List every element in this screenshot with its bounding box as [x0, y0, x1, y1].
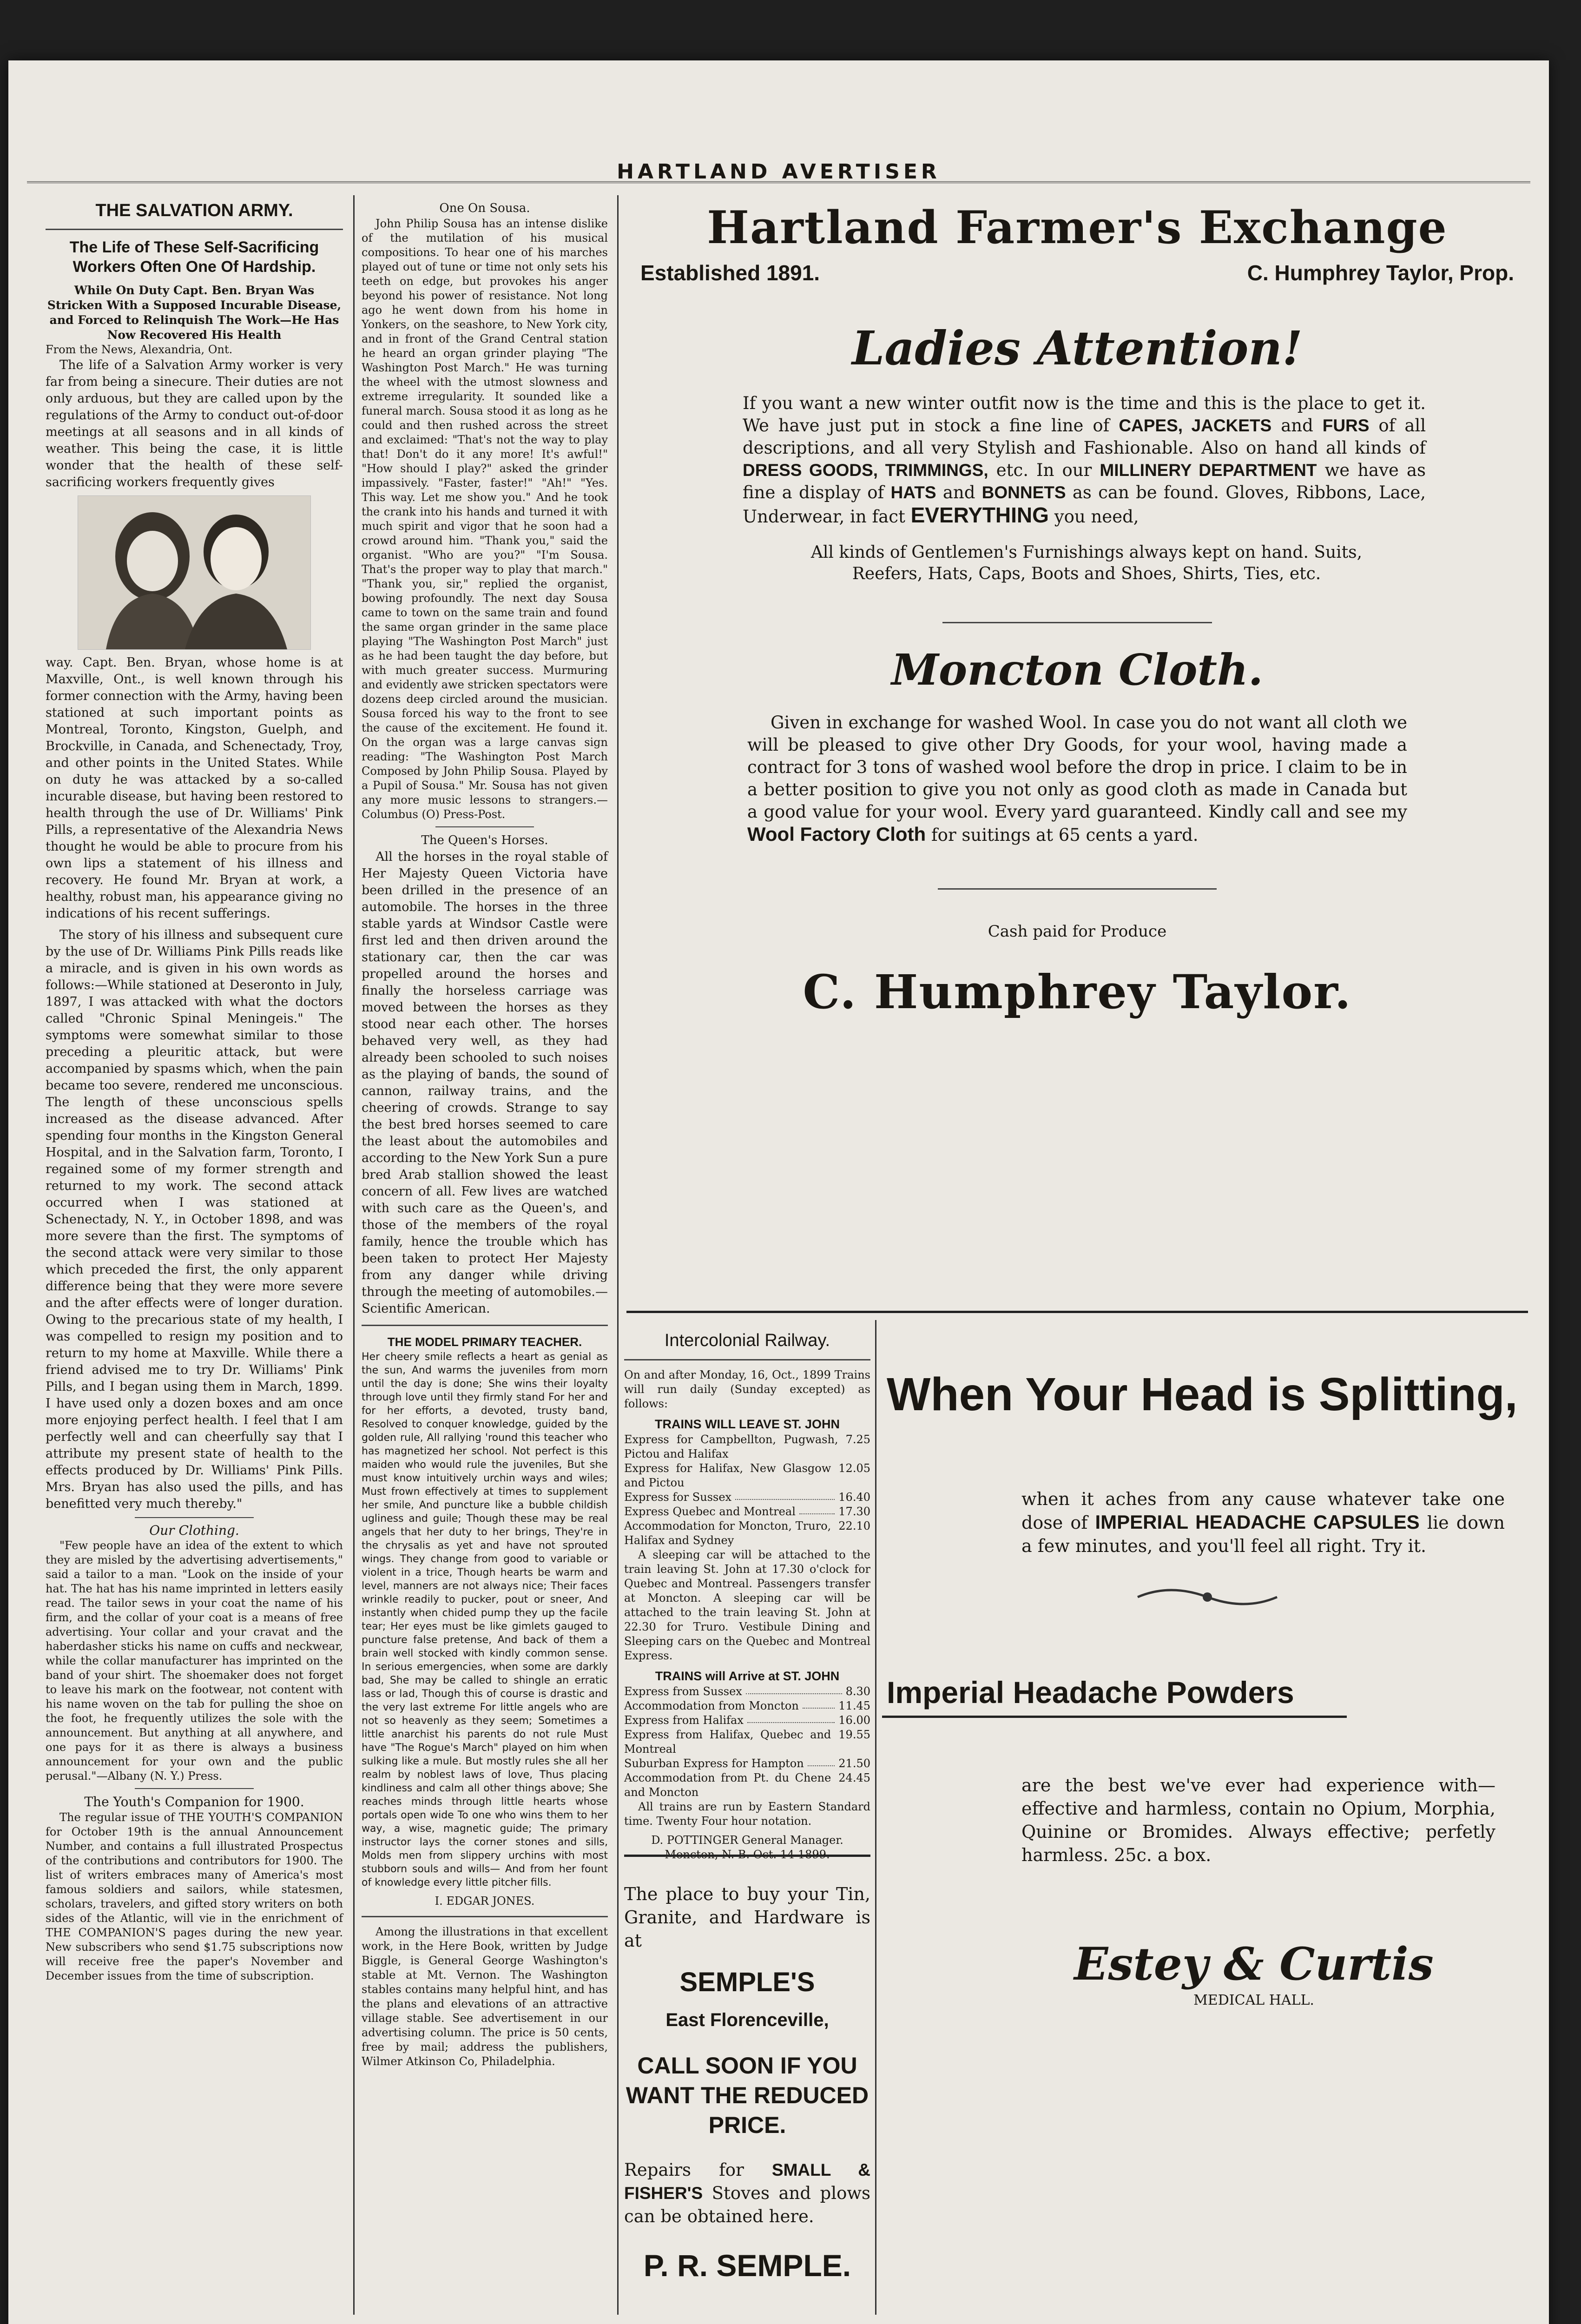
column-rule-1 — [353, 195, 355, 2315]
semple-signature: P. R. SEMPLE. — [643, 2248, 851, 2283]
ladies-attention-text: If you want a new winter outfit now is the time and this is the place to get it. We have just put in stock a fine line of CAPES, JACKETS and FURS of all descriptions, and all very Stylish and Fashionable. Also on hand all kinds of DRESS GOODS, TRIMMINGS, etc. In our MILLINERY DEPARTMENT we have as fine a display of HATS and BONNETS as can be found. Gloves, Ribbons, Lace, Underwear, in fact EVERYTHING you need, — [743, 393, 1426, 527]
queens-horses-title: The Queen's Horses. — [421, 833, 548, 847]
timetable-row — [624, 1490, 870, 1505]
timetable-station: Suburban Express for Hampton — [624, 1757, 804, 1770]
ladies-attention-title: Ladies Attention! — [852, 321, 1303, 376]
masthead-rule — [27, 160, 1530, 184]
timetable-station: Express from Sussex — [624, 1685, 742, 1698]
seller-name: Estey & Curtis — [1074, 1938, 1434, 1990]
railway-title: Intercolonial Railway. — [664, 1331, 830, 1350]
teacher-author: I. EDGAR JONES. — [435, 1895, 535, 1908]
timetable-station: Express for Halifax, New Glasgow and Pictou — [624, 1462, 831, 1489]
railway-place: Moncton, N. B. Oct. 14 1899. — [665, 1848, 830, 1861]
timetable-time: 16.00 — [838, 1714, 870, 1727]
salvation-army-para-3: The story of his illness and subsequent cure by the use of Dr. Williams Pink Pills reads like a miracle, and is given in his own words as follows:—While stationed at Deseronto in July, 1897, I was attacked with what the doctors called "Chronic Spinal Meningeis." The symptoms were somewhat similar to those preceding a pleuritic attack, but were accompanied by spasms which, when the pain became too severe, rendered me unconscious. The length of these unconscious spells increased as the disease advanced. After spending four months in the Kingston General Hospital, and in the Salvation farm, Toronto, I regained some of my former strength and returned to my work. The second attack occurred when I was stationed at Schenectady, N. Y., in October 1898, and was more severe than the first. The symptoms of the second attack were very similar to those which preceded the first, the only apparent difference being that they were more severe and the after effects were of longer duration. Owing to the precarious state of my health, I was compelled to resign my position and to return to my home at Maxville. While there a friend advised me to try Dr. Williams' Pink Pills, and I began using them in March, 1899. I have used only a dozen boxes and am once more enjoying perfect health. I feel that I am perfectly well and can cheerfully say that I attribute my present state of health to the effects produced by Dr. Williams' Pink Pills. Mrs. Bryan has also used the pills, and has benefitted very much thereby." — [46, 928, 343, 1511]
horizontal-rule — [626, 1311, 1528, 1313]
railway-manager: D. POTTINGER General Manager. — [651, 1834, 843, 1847]
headache-title: When Your Head is Splitting, — [887, 1368, 1518, 1420]
timetable-station: Express from Halifax — [624, 1714, 744, 1727]
powders-text: are the best we've ever had experience with—effective and harmless, contain no Opium, Morphia, Quinine or Bromides. Always effective; perfetly harmless. 25c. a box. — [1021, 1775, 1495, 1865]
headache-text: when it aches from any cause whatever take one dose of IMPERIAL HEADACHE CAPSULES lie down a few minutes, and you'll feel all right. Try it. — [1021, 1489, 1505, 1556]
bryan-portrait-image — [78, 495, 311, 650]
timetable-station: Express Quebec and Montreal — [624, 1505, 796, 1518]
railway-ad — [624, 1329, 870, 1861]
timetable-time: 19.55 — [838, 1728, 870, 1741]
timetable-row — [624, 1728, 870, 1756]
timetable-station: Express for Campbellton, Pugwash, Pictou and Halifax — [624, 1433, 838, 1460]
timetable-station: Accommodation for Moncton, Truro, Halifax and Sydney — [624, 1519, 831, 1547]
salvation-army-source: From the News, Alexandria, Ont. — [46, 343, 233, 356]
semple-intro: The place to buy your Tin, Granite, and Hardware is at — [624, 1884, 870, 1951]
ornament-flourish — [1133, 1585, 1282, 1609]
exchange-title: Hartland Farmer's Exchange — [707, 201, 1448, 254]
timetable-row — [624, 1699, 870, 1713]
sousa-text: John Philip Sousa has an intense dislike of the mutilation of his musical compositions. To hear one of his marches played out of tune or time not only sets his teeth on edge, but provokes his anger beyond his power of resistance. Not long ago he went down from his home in Yonkers, on the seashore, to New York city, and in front of the Grand Central station he heard an organ grinder playing "The Washington Post March." He was turning the wheel with the utmost slowness and extreme irregularity. It sounded like a funeral march. Sousa stood it as long as he could and then rushed across the street and exclaimed: "That's not the way to play that! Don't do it any more! It's awful!" "How should I play?" asked the grinder impassively. "Faster, faster!" "Ah!" "Yes. This way. Let me show you." And he took the crank into his hands and turned it with much spirit and vigor that he soon had a crowd around him. "Thank you," said the organist. "Who are you?" "I'm Sousa. That's the proper way to play that march." "Thank you, sir," replied the organist, bowing profoundly. The next day Sousa came to town on the same train and found the same organ grinder in the same place playing "The Washington Post March" just as he had been taught the day before, but with much greater success. Murmuring and evidently awe stricken spectators were dozens deep circled around the musician. Sousa forced his way to the front to see the cause of the excitement. He found it. On the organ was a large canvas sign reading: "The Washington Post March Composed by John Philip Sousa. Played by a Pupil of Sousa." Mr. Sousa has not given any more music lessons to strangers.—Columbus (O) Press-Post. — [362, 217, 608, 821]
sleeper-text: A sleeping car will be attached to the train leaving St. John at 17.30 o'clock for Quebec and Montreal. Passengers transfer at Moncton. A sleeping car will be attached to the train leaving St. John at 22.30 for Truro. Vestibule Dining and Sleeping cars on the Quebec and Montreal Express. — [624, 1548, 870, 1662]
teacher-poem: Her cheery smile reflects a heart as genial as the sun, And warms the juveniles from morn until the day is done; She wins their loyalty through love until they firmly stand For her and for her efforts, a devoted, trusty band, Resolved to conquer knowledge, guided by the golden rule, All rallying 'round this teacher who has magnetized her school. Not perfect is this maiden who would rule the juveniles, But she must know intuitively urchin ways and wiles; Must frown effectively at times to supplement her smile, And puncture like a bubble childish ugliness and guile; Though these may be real angels that her duty to her brings, They're in the chrysalis as yet and have not sprouted wings. They change from good to variable or violent in a trice, Though hearts be warm and level, manners are not always nice; Their faces wrinkle readily to pucker, pout or sneer, And instantly when chided pump they up the facile tear; Her eyes must be like gimlets gauged to puncture false pretense, And back of them a brain well stocked with kindly common sense. In serious emergencies, when some are darkly bad, She may be called to shingle an erratic lass or lad, Though this of course is drastic and the very last extreme For little angels who are not so heavenly as they seem; Sometimes a little anarchist his parents do not rule Must have "The Rogue's March" played on him when sulking like a mule. But mostly rules she all her realm by noblest laws of love, Thus placing kindliness and calm all other things above; She reaches minds through little hearts whose portals open wide To one who wins them to her way, a wise, magnetic guide; The primary instructor lays the corner stones and sills, Molds men from slippery urchins with most stubborn souls and wills— And from her fount of knowledge every little pitcher fills. — [362, 1351, 608, 1888]
exchange-proprietor: C. Humphrey Taylor, Prop. — [1247, 261, 1514, 285]
column-rule-2 — [617, 195, 619, 2315]
moncton-cloth-title: Moncton Cloth. — [891, 645, 1263, 695]
timetable-time: 7.25 — [845, 1433, 870, 1446]
timetable-row — [624, 1461, 870, 1490]
timetable-station: Express from Halifax, Quebec and Montreal — [624, 1728, 831, 1756]
powders-title: Imperial Headache Powders — [887, 1675, 1294, 1710]
gents-furnishings-text: All kinds of Gentlemen's Furnishings always kept on hand. Suits, Reefers, Hats, Caps, Boots and Shoes, Shirts, Ties, etc. — [810, 543, 1363, 583]
arrive-timetable — [624, 1684, 870, 1800]
timetable-row — [624, 1505, 870, 1519]
moncton-cloth-text: Given in exchange for washed Wool. In case you do not want all cloth we will be pleased to give other Dry Goods, for your wool, having made a contract for 3 tons of washed wool before the drop in price. I claim to be in a better position to give you not only as good cloth as made in Canada but a good value for your wool. Every yard guaranteed. Kindly call and see my Wool Factory Cloth for suitings at 65 cents a yard. — [747, 713, 1407, 845]
newspaper-page — [8, 60, 1549, 2324]
timetable-time: 12.05 — [838, 1462, 870, 1475]
headache-ad — [882, 1325, 1533, 2301]
timetable-station: Accommodation from Moncton — [624, 1699, 799, 1712]
youth-companion-text: The regular issue of THE YOUTH'S COMPANION for October 19th is the annual Announcement Number, and contains a full illustrated Prospectus of the contributions and contributors for 1900. The list of writers embraces many of America's most famous soldiers and sailors, while statesmen, scholars, travelers, and gifted story writers on both sides of the Atlantic, will vie in the enrichment of THE COMPANION'S pages during the new year. New subscribers who send $1.75 subscriptions now will receive free the paper's November and December issues from the time of subscription. — [46, 1811, 343, 1982]
salvation-army-deck: While On Duty Capt. Ben. Bryan Was Stricken With a Supposed Incurable Disease, and Forced to Relinquish The Work—He Has Now Recovered His Health — [47, 284, 342, 342]
clothing-title: Our Clothing. — [149, 1523, 239, 1538]
youth-companion-title: The Youth's Companion for 1900. — [84, 1794, 304, 1809]
timetable-row — [624, 1756, 870, 1771]
semple-name: SEMPLE'S — [679, 1967, 815, 1997]
arrive-title: TRAINS will Arrive at ST. JOHN — [655, 1669, 840, 1683]
timetable-row — [624, 1433, 870, 1461]
queens-horses-text: All the horses in the royal stable of Her Majesty Queen Victoria have been drilled in the presence of an automobile. The horses in the three stable yards at Windsor Castle were first led and then driven around the stationary car, then the car was propelled around the horses and finally the horseless carriage was moved between the horses as they stood near each other. The horses behaved very well, as they had already been schooled to such noises as the playing of bands, the sound of cannon, railway trains, and the cheering of crowds. Strange to say the best bred horses seemed to care the least about the automobiles and according to the New York Sun a pure bred Arab stallion showed the least concern of all. Few lives are watched with such care as the Queen's, and those of the members of the royal family, hence the trouble which has been taken to protect Her Majesty from any danger while driving through the meeting of automobiles.—Scientific American. — [362, 850, 608, 1316]
column-2 — [362, 200, 608, 2315]
salvation-army-para-2: way. Capt. Ben. Bryan, whose home is at Maxville, Ont., is well known through his former connection with the Army, having been stationed at such important points as Montreal, Toronto, Kingston, Guelph, and Brockville, in Canada, and Schenectady, Troy, and other points in the United States. While on duty he was attacked by a so-called incurable disease, but having been restored to health through the use of Dr. Williams' Pink Pills, a representative of the Alexandria News thought he would be able to procure from his own lips a statement of his illness and recovery. He found Mr. Bryan at work, a healthy, robust man, his appearance giving no indications of his recent sufferings. — [46, 655, 343, 921]
railway-intro: On and after Monday, 16, Oct., 1899 Trains will run daily (Sunday excepted) as follows: — [624, 1368, 870, 1410]
portrait-engraving — [78, 496, 310, 649]
timetable-time: 21.50 — [838, 1757, 870, 1770]
leave-timetable — [624, 1433, 870, 1548]
timetable-time: 24.45 — [838, 1771, 870, 1784]
timetable-row — [624, 1684, 870, 1699]
timetable-station: Accommodation from Pt. du Chene and Moncton — [624, 1771, 831, 1799]
sousa-title: One On Sousa. — [439, 201, 530, 215]
timetable-time: 16.40 — [838, 1491, 870, 1504]
seller-sub: MEDICAL HALL. — [1193, 1992, 1314, 2008]
column-rule-3 — [875, 1320, 876, 2315]
timetable-station: Express for Sussex — [624, 1491, 732, 1504]
cash-for-produce: Cash paid for Produce — [988, 922, 1167, 941]
timetable-time: 8.30 — [845, 1685, 870, 1698]
timetable-row — [624, 1771, 870, 1800]
semple-repairs: Repairs for SMALL & FISHER'S Stoves and plows can be obtained here. — [624, 2160, 870, 2226]
teacher-title: THE MODEL PRIMARY TEACHER. — [387, 1335, 582, 1349]
leave-title: TRAINS WILL LEAVE ST. JOHN — [654, 1417, 840, 1431]
semple-location: East Florenceville, — [665, 2010, 829, 2030]
taylor-signature: C. Humphrey Taylor. — [803, 964, 1352, 1019]
farmers-exchange-ad — [626, 200, 1528, 1306]
semple-call: CALL SOON IF YOU WANT THE REDUCED PRICE. — [626, 2053, 869, 2138]
timetable-time: 17.30 — [838, 1505, 870, 1518]
exchange-established: Established 1891. — [640, 261, 820, 285]
timetable-time: 11.45 — [838, 1699, 870, 1712]
timetable-row — [624, 1713, 870, 1728]
railway-footer: All trains are run by Eastern Standard time. Twenty Four hour notation. — [624, 1800, 870, 1828]
timetable-row — [624, 1519, 870, 1548]
column-1 — [46, 200, 343, 2315]
salvation-army-subtitle: The Life of These Self-Sacrificing Workers Often One Of Hardship. — [69, 238, 319, 276]
salvation-army-title: THE SALVATION ARMY. — [95, 201, 293, 220]
salvation-army-para-1: The life of a Salvation Army worker is very far from being a sinecure. Their duties are not only arduous, but they are called upon by the regulations of the Army to conduct out-of-door meetings at all seasons and in all kinds of weather. This being the case, it is little wonder that the health of these self-sacrificing workers frequently gives — [46, 358, 343, 489]
railway-bottom-rule — [624, 1855, 870, 1857]
clothing-text: "Few people have an idea of the extent to which they are misled by the advertising advertisements," said a tailor to a man. "Look on the inside of your hat. The hat has his name imprinted in letters easily read. The tailor sews in your coat the name of his firm, and the collar of your coat is a means of free advertising. Your collar and your cravat and the haberdasher sticks his name on cuffs and neckwear, while the collar manufacturer has imprinted on the band of your shirt. The shoemaker does not forget to leave his mark on the footwear, not content with his name woven on the tab for pulling the shoe on the foot, he frequently utilizes the sole with the announcement. But anything at all anywhere, and one pays for it as there is always a business announcement for your own and the public perusal."—Albany (N. Y.) Press. — [46, 1539, 343, 1783]
semple-ad — [624, 1864, 870, 2301]
masthead-title: HARTLAND AVERTISER — [617, 160, 941, 184]
illustrations-text: Among the illustrations in that excellent work, in the Here Book, written by Judge Biggle, is General George Washington's stable at Mt. Vernon. The Washington stables contains many helpful hint, and has the plans and elevations of an attractive village stable. See advertisement in our advertising column. The price is 50 cents, free by mail; address the publishers, Wilmer Atkinson Co, Philadelphia. — [362, 1925, 608, 2068]
timetable-time: 22.10 — [838, 1519, 870, 1532]
